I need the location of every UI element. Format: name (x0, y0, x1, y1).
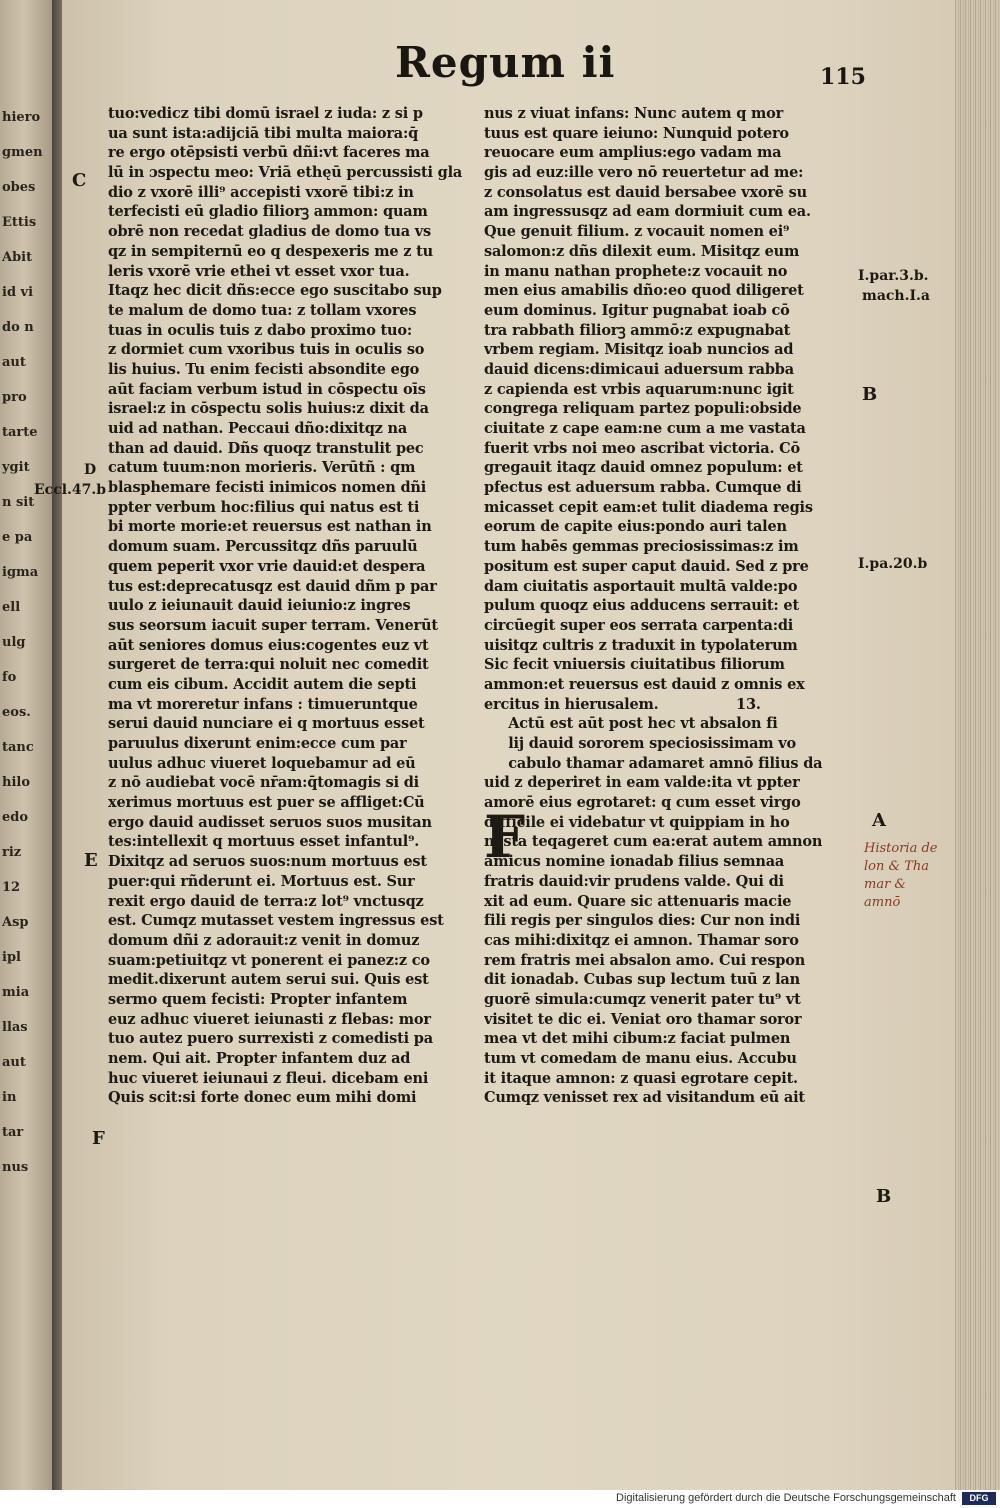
text-line: uulus adhuc viueret loquebamur ad eū (108, 754, 416, 772)
page-edges (955, 0, 1000, 1490)
left-page-fragment: nus (2, 1160, 29, 1175)
left-page-fragment: pro (2, 390, 27, 405)
text-line: z nō audiebat vocē nr̄am:q̄tomagis si di (108, 774, 419, 792)
text-line: re ergo otēpsisti verbū dñi:vt faceres ma (108, 144, 430, 162)
left-page-fragment: Asp (2, 915, 29, 930)
text-line: am ingressusqz ad eam dormiuit cum ea. (484, 203, 811, 221)
text-line: cas mihi:dixitqz ei amnon. Thamar soro (484, 931, 799, 949)
text-line: lis huius. Tu enim fecisti absondite ego (108, 360, 420, 378)
left-page-fragment: llas (2, 1020, 28, 1035)
text-line: rem fratris mei absalon amo. Cui respon (484, 951, 806, 969)
text-line: it itaque amnon: z quasi egrotare cepit. (484, 1069, 798, 1087)
text-line: cum eis cibum. Accidit autem die septi (108, 675, 417, 693)
text-line: uid z deperiret in eam valde:ita vt ppter (484, 774, 800, 792)
text-line: amicus nomine ionadab filius semnaa (484, 853, 785, 871)
left-page-fragment: edo (2, 810, 29, 825)
left-page-fragment: tanc (2, 740, 34, 755)
text-line: sermo quem fecisti: Propter infantem (108, 990, 408, 1008)
text-line: Quis scit:si forte donec eum mihi domi (108, 1089, 417, 1107)
text-line: catum tuum:non morieris. Verūtñ : qm (108, 459, 416, 477)
text-line: Cumqz venisset rex ad visitandum eū ait (484, 1089, 805, 1107)
left-page-fragment: igma (2, 565, 39, 580)
margin-letter-f: F (92, 1128, 105, 1149)
left-page-fragment: do n (2, 320, 34, 335)
text-line: ammon:et reuersus est dauid z omnis ex (484, 675, 805, 693)
text-line: difficile ei videbatur vt quippiam in ho (484, 813, 790, 831)
text-line: micasset cepit eam:et tulit diadema regis (484, 498, 813, 516)
text-line: te malum de domo tua: z tollam vxores (108, 301, 417, 319)
left-page-edge (0, 0, 60, 1490)
margin-letter-e: E (84, 850, 98, 871)
text-line: uisitqz cultris z traduxit in typolaterum (484, 636, 798, 654)
text-line: bi morte morie:et reuersus est nathan in (108, 518, 432, 536)
text-line: obrē non recedat gladius de domo tua vs (108, 223, 431, 241)
text-column-right (484, 104, 856, 1108)
text-line: eorum de capite eius:pondo auri talen (484, 518, 787, 536)
left-page-fragment: aut (2, 1055, 26, 1070)
text-line: domum dñi z adorauit:z venit in domuz (108, 931, 420, 949)
text-line: tum habēs gemmas preciosissimas:z im (484, 538, 799, 556)
text-line: israel:z in cōspectu solis huius:z dixit da (108, 400, 429, 418)
text-line: qz in sempiternū eo q despexeris me z tu (108, 242, 433, 260)
margin-letter-b: B (862, 384, 878, 405)
left-page-fragment: aut (2, 355, 26, 370)
left-page-fragment: hilo (2, 775, 30, 790)
left-page-fragment: obes (2, 180, 36, 195)
text-line: mea vt det mihi cibum:z faciat pulmen (484, 1030, 791, 1048)
text-column-left (108, 104, 486, 1108)
text-line: dio z vxorē illi⁹ accepisti vxorē tibi:z in (108, 183, 414, 201)
text-line: pfectus est aduersum rabba. Cumque di (484, 479, 802, 497)
margin-ref-par1: I.par.3.b. (858, 268, 929, 284)
text-line: guorē simula:cumqz venerit pater tu⁹ vt (484, 990, 801, 1008)
text-line: amorē eius egrotaret: q cum esset virgo (484, 794, 801, 812)
text-line: ma vt moreretur infans : timueruntque (108, 695, 418, 713)
text-line: ua sunt ista:adijciā tibi multa maiora:q̄ (108, 124, 419, 142)
text-line: lij dauid sororem speciosissimam vo (484, 735, 796, 752)
text-line: men eius amabilis dño:eo quod diligeret (484, 282, 804, 300)
text-line: terfecisti eū gladio filiorꝫ ammon: quam (108, 203, 428, 221)
left-page-fragment: tarte (2, 425, 38, 440)
left-page-fragment: Abit (2, 250, 33, 265)
text-line: reuocare eum amplius:ego vadam ma (484, 144, 782, 162)
text-line: ciuitate z cape eam:ne cum a me vastata (484, 420, 806, 437)
margin-letter-b2: B (876, 1186, 892, 1207)
text-line: surgeret de terra:qui noluit nec comedit (108, 656, 429, 674)
text-line: gis ad euz:ille vero nō reuertetur ad me: (484, 164, 804, 182)
running-title: Regum ii (395, 38, 616, 87)
text-line: vrbem regiam. Misitqz ioab nuncios ad (484, 341, 794, 359)
margin-ref-par2: I.pa.20.b (858, 556, 928, 572)
text-line: fuerit vrbs noi meo ascribat victoria. Cō (484, 439, 800, 457)
left-page-fragment: ipl (2, 950, 21, 965)
text-line: tuas in oculis tuis z dabo proximo tuo: (108, 321, 412, 339)
left-page-fragment: n sit (2, 495, 35, 510)
text-line: uid ad nathan. Peccaui dño:dixitqz na (108, 420, 408, 437)
text-line: aūt seniores domus eius:cogentes euz vt (108, 636, 429, 654)
text-line: serui dauid nunciare ei q mortuus esset (108, 715, 425, 733)
text-line: euz adhuc viueret ieiunasti z flebas: mor (108, 1010, 431, 1028)
text-line: dit ionadab. Cubas sup lectum tuū z lan (484, 971, 800, 989)
text-line: aūt faciam verbum istud in cōspectu oīs (108, 380, 426, 398)
text-line: tuo:vedicz tibi domū israel z iuda: z si p (108, 105, 423, 122)
text-line: z consolatus est dauid bersabee vxorē su (484, 183, 807, 201)
text-line: positum est super caput dauid. Sed z pre (484, 557, 809, 575)
margin-ref-mach: mach.I.a (862, 288, 930, 304)
margin-letter-a: A (872, 810, 886, 831)
text-line: nem. Qui ait. Propter infantem duz ad (108, 1050, 411, 1067)
handwritten-annotation: Historia de lon & Tha mar & amnō (864, 841, 938, 910)
text-line: congrega reliquam partez populi:obside (484, 400, 802, 418)
left-page-fragment: fo (2, 670, 17, 685)
text-line: suam:petiuitqz vt ponerent ei panez:z co (108, 951, 430, 969)
text-line: rexit ergo dauid de terra:z lot⁹ vnctusqz (108, 892, 424, 910)
text-line: tuus est quare ieiuno: Nunquid potero (484, 124, 789, 142)
text-line: huc viueret ieiunaui z fleui. dicebam eni (108, 1069, 429, 1087)
margin-ref-eccl: Eccl.47.b (34, 482, 107, 498)
text-line: uulo z ieiunauit dauid ieiunio:z ingres (108, 597, 411, 615)
text-line: sus seorsum iacuit super terram. Venerūt (108, 616, 438, 634)
text-line: tuo autez puero surrexisti z comedisti pa (108, 1030, 433, 1048)
text-line: in manu nathan prophete:z vocauit no (484, 262, 788, 280)
left-page-fragment: 12 (2, 880, 21, 895)
left-page-fragment: eos. (2, 705, 31, 720)
text-line: est. Cumqz mutasset vestem ingressus est (108, 912, 444, 930)
text-line: visitet te dic ei. Veniat oro thamar soror (484, 1010, 802, 1028)
text-line: fratris dauid:vir prudens valde. Qui di (484, 872, 784, 890)
text-line: Itaqz hec dicit dñs:ecce ego suscitabo sup (108, 282, 442, 300)
left-page-fragment: ell (2, 600, 21, 615)
left-page-fragment: id vi (2, 285, 34, 300)
text-line: leris vxorē vrie ethei vt esset vxor tua. (108, 262, 410, 280)
text-line: paruulus dixerunt enim:ecce cum par (108, 735, 407, 752)
text-line: ercitus in hierusalem. 13. (484, 695, 761, 713)
text-line: than ad dauid. Dñs quoqz transtulit pec (108, 439, 424, 457)
text-line: tus est:deprecatusqz est dauid dñm p par (108, 577, 437, 595)
text-line: dauid dicens:dimicaui aduersum rabba (484, 360, 794, 378)
left-page-fragment: ygit (2, 460, 30, 475)
left-page-fragment: in (2, 1090, 17, 1105)
text-line: xit ad eum. Quare sic attenuaris macie (484, 892, 792, 910)
text-line: blasphemare fecisti inimicos nomen dñi (108, 479, 427, 497)
drop-capital: F (484, 803, 526, 871)
text-line: fili regis per singulos dies: Cur non indi (484, 912, 801, 930)
left-page-fragment: Ettis (2, 215, 37, 230)
text-line: quem peperit vxor vrie dauid:et despera (108, 557, 426, 575)
text-line: gregauit itaqz dauid omnez populum: et (484, 459, 803, 477)
text-line: lū in ɔspectu meo: Vriā ethęū percussisti gla (108, 164, 463, 182)
text-line: pulum quoqz eius adducens serrauit: et (484, 597, 799, 615)
text-line: z capienda est vrbis aquarum:nunc igit (484, 380, 794, 398)
text-line: Actū est aūt post hec vt absalon fi (484, 715, 778, 733)
text-line: z dormiet cum vxoribus tuis in oculis so (108, 341, 425, 359)
text-line: tra rabbath filiorꝫ ammō:z expugnabat (484, 321, 791, 339)
margin-letter-d: D (84, 462, 97, 478)
text-line: cabulo thamar adamaret amnō filius da (484, 754, 823, 772)
left-page-fragment: hiero (2, 110, 41, 125)
text-line: domum suam. Percussitqz dñs paruulū (108, 538, 418, 556)
folio-number: 115 (820, 64, 866, 90)
text-line: Dixitqz ad seruos suos:num mortuus est (108, 853, 427, 871)
left-page-fragment: e pa (2, 530, 33, 545)
left-page-fragment: ulg (2, 635, 26, 650)
text-line: ppter verbum hoc:filius qui natus est ti (108, 498, 420, 516)
left-page-fragment: mia (2, 985, 30, 1000)
text-line: salomon:z dñs dilexit eum. Misitqz eum (484, 242, 800, 260)
text-line: Que genuit filium. z vocauit nomen ei⁹ (484, 223, 790, 241)
text-line: xerimus mortuus est puer se affliget:Cū (108, 794, 425, 812)
left-page-fragment: gmen (2, 145, 43, 160)
text-line: eum dominus. Igitur pugnabat ioab cō (484, 301, 790, 319)
text-line: Sic fecit vniuersis ciuitatibus filiorum (484, 656, 785, 674)
dfg-logo: DFG (962, 1492, 996, 1505)
text-line: puer:qui rñderunt ei. Mortuus est. Sur (108, 872, 415, 890)
text-line: circūegit super eos serrata carpenta:di (484, 616, 794, 634)
text-line: dam ciuitatis asportauit multā valde:po (484, 577, 798, 595)
text-line: nus z viuat infans: Nunc autem q mor (484, 105, 784, 122)
left-page-fragment: tar (2, 1125, 24, 1140)
footer-credit: Digitalisierung gefördert durch die Deutsche Forschungsgemeinschaft (616, 1492, 956, 1504)
text-line: ergo dauid audisset seruos suos musitan (108, 813, 432, 831)
text-line: nesta teqageret cum ea:erat autem amnon (484, 833, 823, 851)
text-line: tum vt comedam de manu eius. Accubu (484, 1050, 797, 1067)
footer-bar (0, 1490, 1000, 1508)
text-line: medit.dixerunt autem serui sui. Quis est (108, 971, 429, 989)
margin-letter-c: C (72, 170, 87, 191)
left-page-fragment: riz (2, 845, 22, 860)
text-line: tes:intellexit q mortuus esset infantul⁹. (108, 833, 420, 851)
